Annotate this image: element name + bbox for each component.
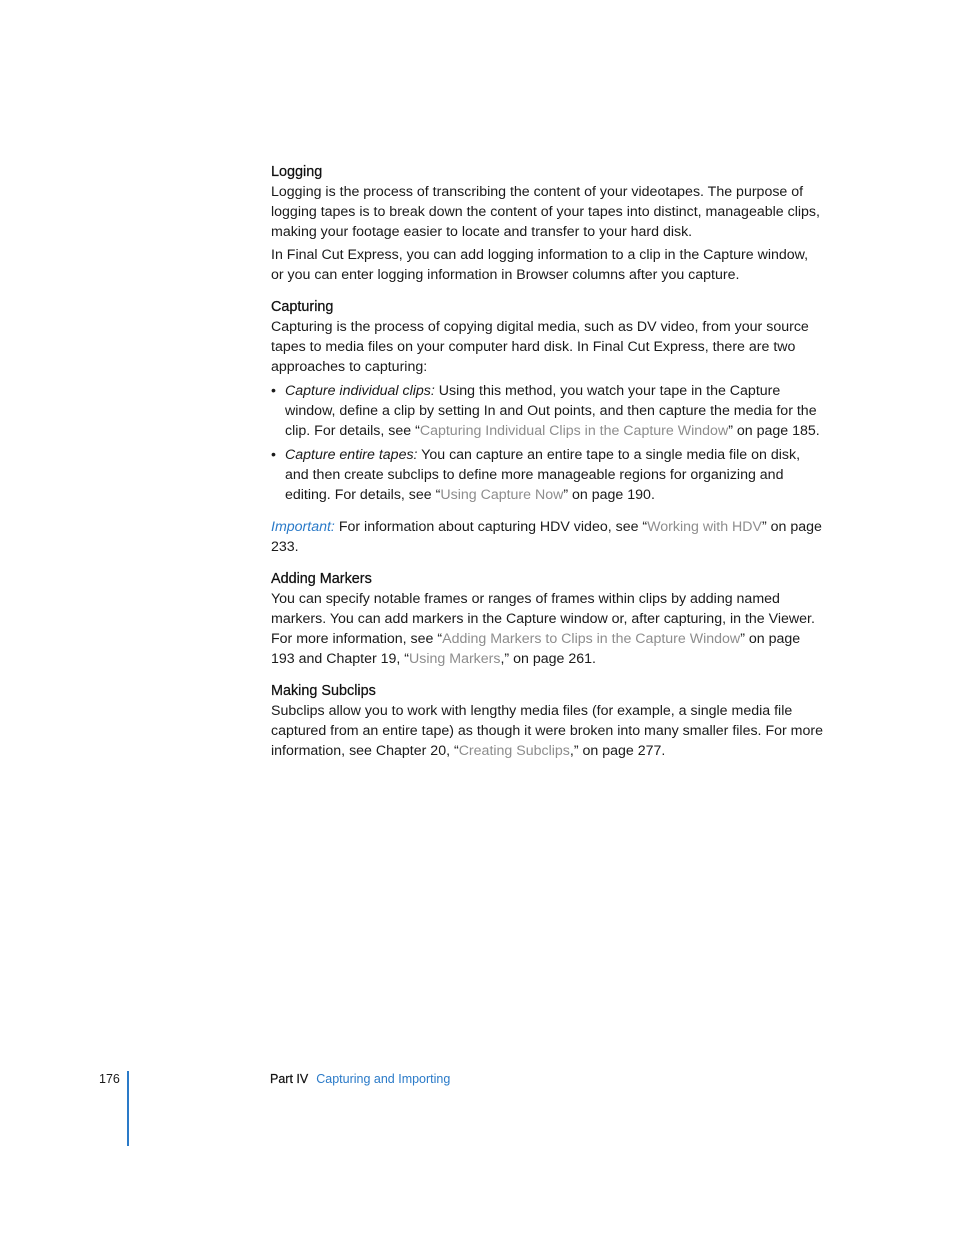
link-adding-markers-capture-window[interactable]: Adding Markers to Clips in the Capture Window: [442, 631, 741, 647]
bullet-icon: •: [271, 447, 276, 463]
important-label: Important:: [271, 519, 335, 535]
list-item: [271, 445, 823, 505]
section-making-subclips: [271, 681, 823, 761]
capturing-bullet-list: [271, 381, 823, 505]
bullet-text: Using this method, you watch your tape in the Capture window, define a clip by setting In and Out points, and then capture the media for the clip. For details, see “: [285, 383, 817, 439]
capturing-paragraph-1: Capturing is the process of copying digital media, such as DV video, from your source tapes to media files on your computer hard disk. In Final Cut Express, there are two approaches to capturing:: [271, 319, 809, 375]
bullet-term: Capture entire tapes:: [285, 447, 418, 463]
bullet-text-after: ” on page 185.: [728, 423, 820, 439]
subclips-text-after: ,” on page 277.: [569, 743, 666, 759]
part-label: Part IV: [270, 1072, 309, 1086]
bullet-text-after: ” on page 190.: [563, 487, 655, 503]
link-creating-subclips[interactable]: Creating Subclips: [458, 743, 570, 759]
markers-paragraph: [271, 589, 823, 669]
important-text: For information about capturing HDV video, see “: [334, 519, 648, 535]
chapter-title-link[interactable]: Capturing and Importing: [316, 1072, 451, 1086]
link-capturing-individual-clips[interactable]: Capturing Individual Clips in the Capture Window: [419, 423, 729, 439]
section-adding-markers: [271, 569, 823, 669]
important-text-after: ” on page 233.: [271, 519, 822, 555]
link-working-with-hdv[interactable]: Working with HDV: [647, 519, 762, 535]
page-content: [271, 162, 823, 773]
subclips-paragraph: [271, 701, 823, 761]
section-logging: [271, 162, 823, 285]
logging-paragraph-1: Logging is the process of transcribing the content of your videotapes. The purpose of logging tapes is to break down the content of your tapes into distinct, manageable clips, making your footage easier to locate and transfer to your hard disk.: [271, 184, 820, 240]
important-note: [271, 517, 823, 557]
bullet-icon: •: [271, 383, 276, 399]
logging-paragraph-2: In Final Cut Express, you can add logging information to a clip in the Capture window, or you can enter logging information in Browser columns after you capture.: [271, 247, 809, 283]
heading-capturing: Capturing: [271, 299, 334, 315]
page-number: 176: [99, 1072, 120, 1086]
heading-adding-markers: Adding Markers: [271, 571, 372, 587]
markers-text-after: ,” on page 261.: [500, 651, 596, 667]
link-using-markers[interactable]: Using Markers: [409, 651, 501, 667]
footer-divider: [127, 1071, 129, 1146]
heading-logging: Logging: [271, 164, 323, 180]
heading-making-subclips: Making Subclips: [271, 683, 376, 699]
bullet-text: You can capture an entire tape to a single media file on disk, and then create subclips to define more manageable regions for organizing and editing. For details, see “: [285, 447, 801, 503]
list-item: [271, 381, 823, 441]
bullet-term: Capture individual clips:: [285, 383, 435, 399]
section-capturing: [271, 297, 823, 557]
subclips-text: Subclips allow you to work with lengthy media files (for example, a single media file captured from an entire tape) as though it were broken into many smaller files. For more information, see Chapter 20, “: [271, 703, 823, 759]
link-using-capture-now[interactable]: Using Capture Now: [440, 487, 564, 503]
markers-text: You can specify notable frames or ranges of frames within clips by adding named markers. You can add markers in the Capture window or, after capturing, in the Viewer. For more information, see “: [271, 591, 815, 647]
footer-running-head: [270, 1072, 450, 1086]
markers-text-mid: ” on page 193 and Chapter 19, “: [271, 631, 801, 667]
